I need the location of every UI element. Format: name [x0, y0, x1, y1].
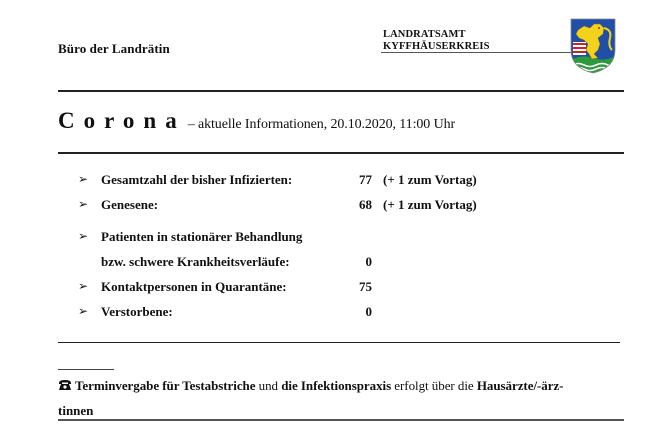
note-text-4: erfolgt über die	[391, 378, 477, 393]
appointment-note-continuation: tinnen	[58, 403, 94, 418]
stat-row-recovered	[78, 197, 518, 217]
stat-label: Verstorbene:	[101, 304, 173, 319]
phone-icon	[58, 379, 72, 391]
stat-value: 77	[359, 172, 372, 187]
authority-line-2: KYFFHÄUSERKREIS	[383, 41, 490, 52]
authority-name	[383, 29, 490, 53]
arrow-bullet-icon: ➢	[78, 197, 89, 211]
note-bold-5: Hausärzte	[476, 378, 534, 393]
authority-line-1: LANDRATSAMT	[383, 29, 466, 40]
stat-row-deceased	[78, 304, 518, 324]
stat-label: Kontaktpersonen in Quarantäne:	[101, 279, 287, 294]
stats-bottom-divider	[58, 342, 620, 343]
stat-label: Genesene:	[101, 197, 159, 212]
stat-delta: (+ 1 zum Vortag)	[383, 172, 477, 187]
title-subtitle: – aktuelle Informationen, 20.10.2020, 11:00 Uhr	[187, 117, 456, 132]
office-name: Büro der Landrätin	[58, 41, 170, 56]
note-bold-1: Terminvergabe für Testabstriche	[75, 378, 256, 393]
stat-row-hospitalized	[78, 229, 518, 249]
stat-row-infected	[78, 172, 518, 192]
note-bold-3: die Infektionspraxis	[281, 378, 392, 393]
stat-label-continuation: bzw. schwere Krankheitsverläufe:	[101, 254, 290, 269]
page-bottom-divider	[58, 419, 624, 421]
stat-value: 75	[359, 279, 372, 294]
header-divider	[381, 52, 600, 53]
stat-value: 0	[365, 254, 372, 269]
title-main: Corona	[58, 108, 186, 133]
arrow-bullet-icon: ➢	[78, 229, 89, 243]
stat-row-hospitalized-cont	[78, 254, 518, 274]
arrow-bullet-icon: ➢	[78, 304, 89, 318]
stat-label: Patienten in stationärer Behandlung	[101, 229, 303, 244]
stat-value: 0	[365, 304, 372, 319]
title-bottom-divider	[58, 152, 624, 154]
footnote-separator	[58, 369, 114, 370]
stat-row-quarantine	[78, 279, 518, 299]
title-top-divider	[58, 90, 624, 92]
page-title	[58, 108, 455, 134]
arrow-bullet-icon: ➢	[78, 279, 89, 293]
arrow-bullet-icon: ➢	[78, 172, 89, 186]
stat-label: Gesamtzahl der bisher Infizierten:	[101, 172, 293, 187]
note-text-2: und	[255, 378, 282, 393]
appointment-note	[58, 378, 563, 394]
stat-delta: (+ 1 zum Vortag)	[383, 197, 477, 212]
coat-of-arms-icon	[570, 18, 616, 74]
stat-value: 68	[359, 197, 372, 212]
note-bold-6: /-ärz-	[533, 378, 564, 393]
